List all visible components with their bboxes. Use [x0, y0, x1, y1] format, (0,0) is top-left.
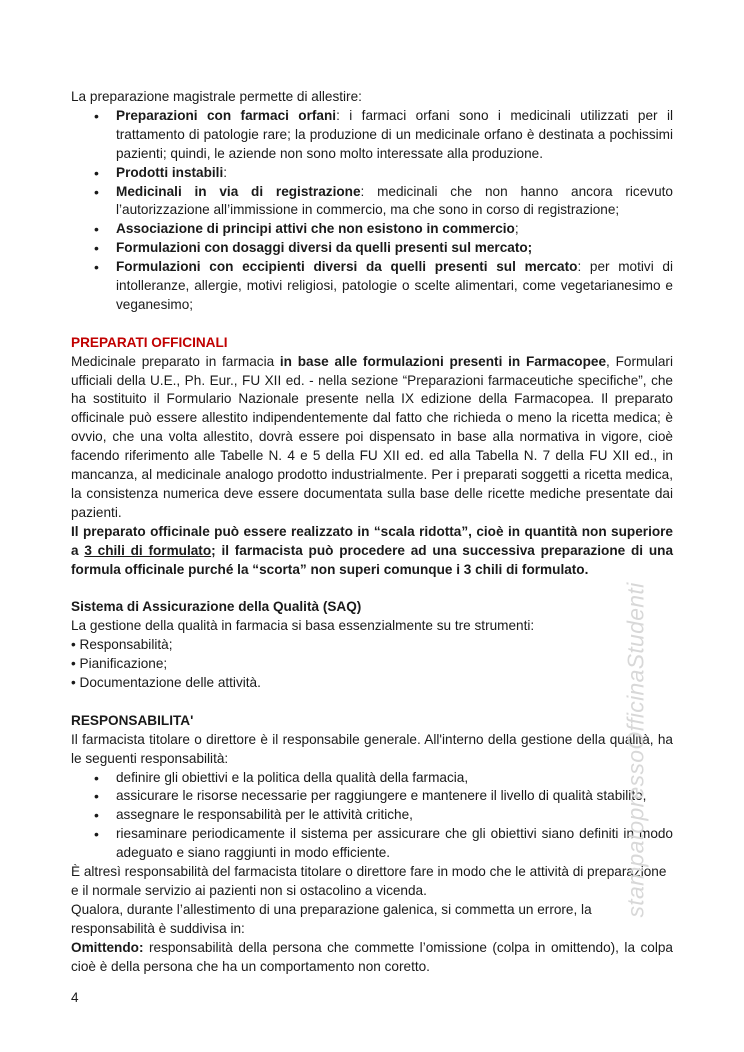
- responsabilita-intro: Il farmacista titolare o direttore è il responsabile generale. All'interno della gestione della qualità, ha le seguenti responsabilità:: [71, 731, 673, 766]
- bold-span: Omittendo:: [71, 939, 144, 955]
- altresi-paragraph: È altresì responsabilità del farmacista titolare o direttore fare in modo che le attività di preparazione e il normale servizio ai pazienti non si ostacolino a vicenda.: [71, 864, 667, 899]
- text-span: Il preparato officinale può essere realizzato in “scala ridotta”, cioè in quantità non superiore a: [71, 523, 673, 558]
- responsabilita-heading: RESPONSABILITA': [71, 712, 194, 728]
- underlined-span: 3 chili di formulato: [84, 542, 212, 558]
- item-title: Associazione di principi attivi che non esistono in commercio: [116, 221, 515, 237]
- item-text: : i farmaci orfani sono i medicinali utilizzati per il trattamento di patologie rare; la produzione di un medicinale orfano è destinata a pochissimi pazienti; quindi, le aziende non sono molto interessate alla produzione.: [116, 107, 673, 161]
- item-text: : medicinali che non hanno ancora ricevuto l’autorizzazione all’immissione in commercio, ma che sono in corso di registrazione;: [116, 183, 673, 218]
- officinali-heading: PREPARATI OFFICINALI: [71, 334, 228, 350]
- item-text: :: [223, 164, 228, 180]
- item-title: Formulazioni con dosaggi diversi da quelli presenti sul mercato;: [116, 240, 533, 256]
- item-title: Medicinali in via di registrazione: [116, 183, 361, 199]
- text-span: responsabilità della persona che commette l’omissione (colpa in omittendo), la colpa cioè è della persona che ha un comportamento non coretto.: [71, 939, 673, 974]
- officinali-paragraph-2: [71, 523, 673, 580]
- intro-text: La preparazione magistrale permette di allestire:: [71, 89, 362, 104]
- list-item: [116, 258, 673, 315]
- list-item: • Documentazione delle attività.: [71, 675, 261, 691]
- watermark: stampatopressoOfficinaStudenti: [622, 582, 649, 918]
- omittendo-paragraph: [71, 939, 673, 977]
- list-item: • riesaminare periodicamente il sistema per assicurare che gli obiettivi siano definiti in modo adeguato e siano raggiunti in modo efficiente.: [116, 825, 673, 863]
- qualora-paragraph: Qualora, durante l’allestimento di una preparazione galenica, si commetta un errore, la responsabilità è suddivisa in:: [71, 901, 592, 936]
- saq-heading: Sistema di Assicurazione della Qualità (SAQ): [71, 599, 362, 615]
- magistral-list: [71, 107, 673, 315]
- list-item: • assicurare le risorse necessarie per raggiungere e mantenere il livello di qualità stabilito,: [116, 787, 673, 806]
- list-item: • Responsabilità;: [71, 637, 173, 653]
- page-number: 4: [71, 990, 79, 1005]
- list-item: • definire gli obiettivi e la politica della qualità della farmacia,: [116, 769, 673, 788]
- item-text: : per motivi di intolleranze, allergie, motivi religiosi, patologie o scelte alimentari, come vegetarianesimo e veganesimo;: [116, 259, 673, 312]
- list-item: [116, 183, 673, 221]
- text-span: ; il farmacista può procedere ad una successiva preparazione di una formula officinale purché la “scorta” non superi comunque i 3 chili di formulato.: [71, 542, 674, 577]
- item-title: Prodotti instabili: [116, 164, 224, 180]
- list-item: [116, 220, 673, 239]
- list-item: [116, 107, 673, 164]
- bold-span: in base alle formulazioni presenti in Farmacopee: [279, 353, 607, 369]
- list-item: • Pianificazione;: [71, 656, 168, 672]
- text-span: Medicinale preparato in farmacia: [71, 353, 280, 369]
- item-title: Preparazioni con farmaci orfani: [116, 107, 337, 123]
- saq-intro: La gestione della qualità in farmacia si basa essenzialmente su tre strumenti:: [71, 618, 535, 634]
- officinali-paragraph-1: [71, 353, 673, 523]
- responsabilita-list: [71, 769, 673, 864]
- text-span: , Formulari ufficiali della U.E., Ph. Eur., FU XII ed. - nella sezione “Preparazioni farmaceutiche specifiche”, che ha sostituito il Formulario Nazionale presente nella IX edizione della Farmacopea. Il preparato officinale può essere allestito indipendentemente dal fatto che richieda o meno la ricetta medica; è ovvio, che una volta allestito, dovrà essere poi dispensato in base alla normativa in vigore, cioè facendo riferimento alle Tabelle N. 4 e 5 della FU XII ed. ed alla Tabella N. 7 della FU XII ed., in mancanza, al medicinale analogo prodotto industrialmente. Per i preparati soggetti a ricetta medica, la consistenza numerica deve essere documentata sulla base delle ricette mediche presentate dai pazienti.: [71, 353, 673, 520]
- item-text: ;: [514, 221, 519, 237]
- list-item: [116, 239, 673, 258]
- saq-list: [71, 636, 673, 693]
- list-item: • assegnare le responsabilità per le attività critiche,: [116, 806, 673, 825]
- list-item: [116, 164, 673, 183]
- document-page: [71, 88, 673, 977]
- item-title: Formulazioni con eccipienti diversi da quelli presenti sul mercato: [116, 259, 578, 275]
